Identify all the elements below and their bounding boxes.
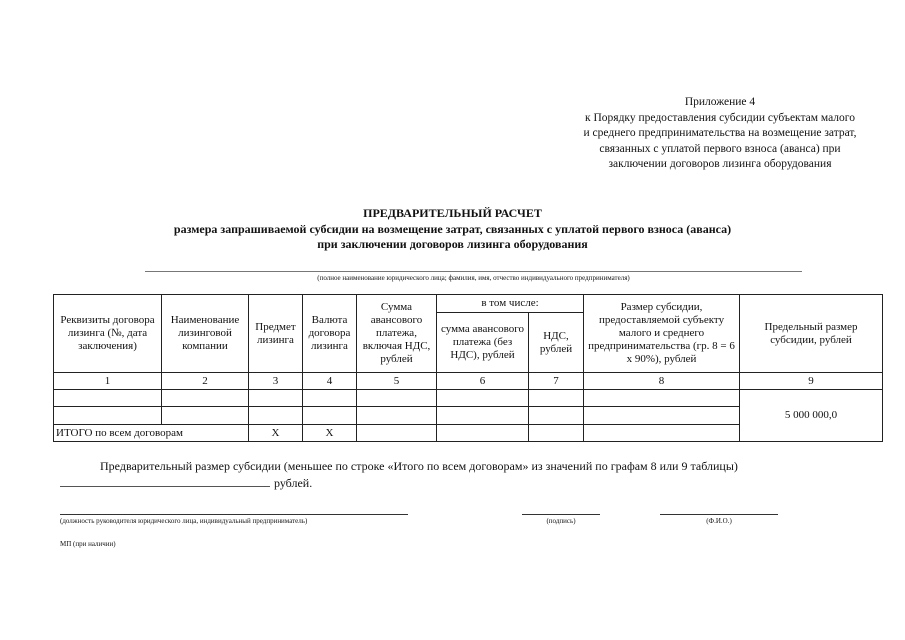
header-including: в том числе:: [437, 295, 584, 313]
full-name-line[interactable]: [660, 514, 778, 515]
stamp-place: МП (при наличии): [60, 540, 116, 548]
total-cell[interactable]: [357, 425, 437, 442]
header-leasing-subject: Предмет лизинга: [249, 295, 303, 373]
position-caption: (должность руководителя юридического лица, индивидуальный предприниматель): [60, 517, 308, 525]
header-contract-details: Реквизиты договора лизинга (№, дата заключения): [54, 295, 162, 373]
appendix-block: [520, 95, 905, 173]
table-cell[interactable]: [437, 390, 529, 407]
total-subject-x: Х: [249, 425, 303, 442]
table-cell[interactable]: [529, 407, 584, 425]
header-advance-with-vat: Сумма авансового платежа, включая НДС, рублей: [357, 295, 437, 373]
header-leasing-company: Наименование лизинговой компании: [162, 295, 249, 373]
position-line[interactable]: [60, 514, 408, 515]
column-number: 5: [357, 373, 437, 390]
document-title: ПРЕДВАРИТЕЛЬНЫЙ РАСЧЕТ: [363, 206, 542, 220]
calculation-table: [53, 294, 883, 442]
column-number: 1: [54, 373, 162, 390]
header-advance-without-vat: сумма авансового платежа (без НДС), рублей: [437, 313, 529, 373]
total-cell[interactable]: [584, 425, 740, 442]
table-cell[interactable]: [357, 390, 437, 407]
signature-caption: (подпись): [546, 517, 576, 525]
table-cell[interactable]: [357, 407, 437, 425]
column-number: 8: [584, 373, 740, 390]
applicant-name-caption: (полное наименование юридического лица; фамилия, имя, отчество индивидуального предпринимателя): [317, 274, 630, 282]
column-number: 4: [303, 373, 357, 390]
column-number: 2: [162, 373, 249, 390]
column-number: 6: [437, 373, 529, 390]
header-max-subsidy: Предельный размер субсидии, рублей: [740, 295, 883, 373]
table-cell[interactable]: [54, 407, 162, 425]
column-number: 7: [529, 373, 584, 390]
table-cell[interactable]: [303, 407, 357, 425]
table-cell[interactable]: [437, 407, 529, 425]
header-contract-currency: Валюта договора лизинга: [303, 295, 357, 373]
total-label: ИТОГО по всем договорам: [54, 425, 249, 442]
column-number: 9: [740, 373, 883, 390]
amount-suffix: рублей.: [274, 476, 313, 490]
appendix-line-1: Приложение 4: [684, 96, 756, 108]
table-cell[interactable]: [249, 407, 303, 425]
full-name-caption: (Ф.И.О.): [706, 517, 732, 525]
document-subtitle-line-1: размера запрашиваемой субсидии на возмещение затрат, связанных с уплатой первого взноса (аванса): [173, 222, 732, 236]
table-row: [54, 390, 883, 407]
document-subtitle-line-2: при заключении договоров лизинга оборудования: [317, 237, 588, 251]
column-number: 3: [249, 373, 303, 390]
amount-blank-line[interactable]: [60, 486, 270, 487]
max-subsidy-value: 5 000 000,0: [740, 390, 883, 442]
table-cell[interactable]: [529, 390, 584, 407]
header-subsidy-amount: Размер субсидии, предоставляемой субъекту малого и среднего предпринимательства (гр. 8 = 6 х 90%), рублей: [584, 295, 740, 373]
table-cell[interactable]: [162, 407, 249, 425]
table-cell[interactable]: [303, 390, 357, 407]
total-currency-x: Х: [303, 425, 357, 442]
header-vat: НДС, рублей: [529, 313, 584, 373]
appendix-line-3: и среднего предпринимательства на возмещение затрат,: [583, 127, 857, 139]
appendix-line-5: заключении договоров лизинга оборудования: [608, 158, 832, 170]
appendix-line-2: к Порядку предоставления субсидии субъектам малого: [585, 111, 855, 124]
total-cell[interactable]: [437, 425, 529, 442]
table-cell[interactable]: [584, 390, 740, 407]
column-numbers-row: [54, 373, 883, 390]
total-cell[interactable]: [529, 425, 584, 442]
table-cell[interactable]: [54, 390, 162, 407]
table-cell[interactable]: [249, 390, 303, 407]
table-cell[interactable]: [162, 390, 249, 407]
preliminary-amount-paragraph: Предварительный размер субсидии (меньшее по строке «Итого по всем договорам» из значений по графам 8 или 9 таблицы): [100, 459, 738, 473]
applicant-name-line[interactable]: [145, 271, 802, 272]
signature-line[interactable]: [522, 514, 600, 515]
table-cell[interactable]: [584, 407, 740, 425]
appendix-line-4: связанных с уплатой первого взноса (аванса) при: [599, 142, 841, 155]
